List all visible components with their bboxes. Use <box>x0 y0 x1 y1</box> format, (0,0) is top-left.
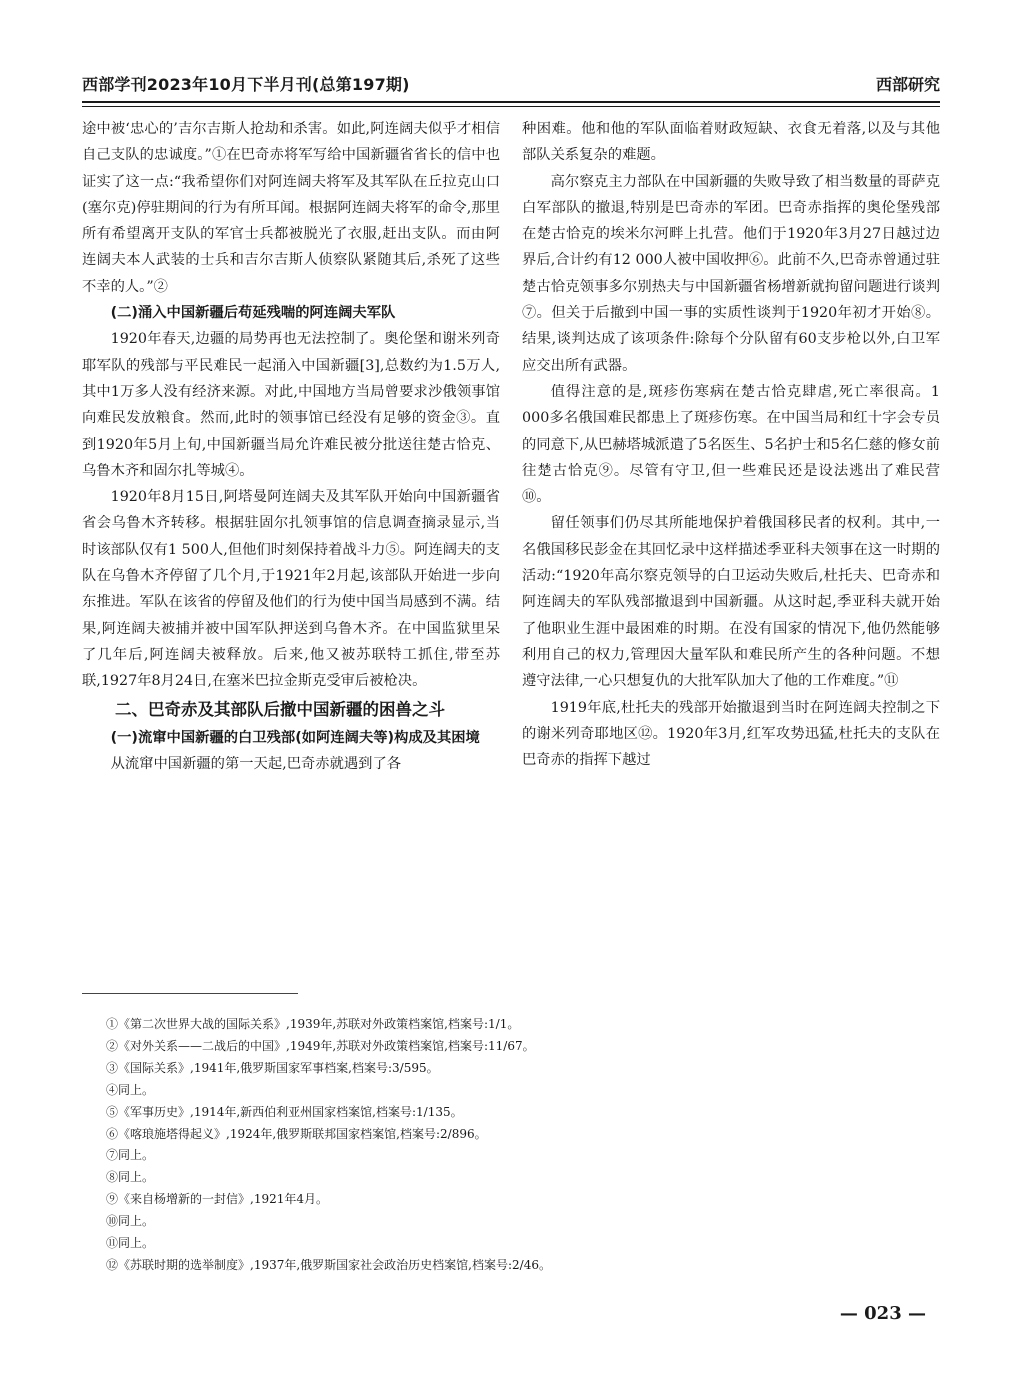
paragraph: 1920年春天,边疆的局势再也无法控制了。奥伦堡和谢米列奇耶军队的残部与平民难民一起涌入中国新疆[3],总数约为1.5万人,其中1万多人没有经济来源。对此,中国地方当局曾要求沙俄领事馆向难民发放粮食。然而,此时的领事馆已经没有足够的资金③。直到1920年5月上旬,中国新疆当局允许难民被分批送往楚古恰克、乌鲁木齐和固尔扎等城④。 <box>82 331 500 479</box>
footnote: ②《对外关系——二战后的中国》,1949年,苏联对外政策档案馆,档案号:11/67。 <box>106 1038 535 1053</box>
footnotes <box>106 1014 926 1277</box>
paragraph: 高尔察克主力部队在中国新疆的失败导致了相当数量的哥萨克白军部队的撤退,特别是巴奇赤的军团。巴奇赤指挥的奥伦堡残部在楚古恰克的埃米尔河畔上扎营。他们于1920年3月27日越过边界后,合计约有12 000人被中国收押⑥。此前不久,巴奇赤曾通过驻楚古恰克领事多尔别热夫与中国新疆省杨增新就拘留问题进行谈判⑦。但关于后撤到中国一事的实质性谈判于1920年初才开始⑧。结果,谈判达成了该项条件:除每个分队留有60支步枪以外,白卫军应交出所有武器。 <box>522 173 940 374</box>
section-heading: 二、巴奇赤及其部队后撤中国新疆的困兽之斗 <box>115 699 445 719</box>
footnote: ⑧同上。 <box>106 1170 155 1185</box>
footnote: ⑤《军事历史》,1914年,新西伯利亚州国家档案馆,档案号:1/135。 <box>106 1104 463 1119</box>
footnote-rule <box>82 993 298 994</box>
running-header <box>82 74 940 98</box>
paragraph: 1919年底,杜托夫的残部开始撤退到当时在阿连阔夫控制之下的谢米列奇耶地区⑫。1920年3月,红军攻势迅猛,杜托夫的支队在巴奇赤的指挥下越过 <box>522 699 940 769</box>
footnote: ④同上。 <box>106 1082 155 1097</box>
footnote: ⑦同上。 <box>106 1148 155 1163</box>
paragraph: 种困难。他和他的军队面临着财政短缺、衣食无着落,以及与其他部队关系复杂的难题。 <box>522 121 940 164</box>
header-rule-thick <box>82 101 940 103</box>
subsection-heading: (二)涌入中国新疆后苟延残喘的阿连阔夫军队 <box>110 305 396 322</box>
header-rule-thin <box>82 106 940 107</box>
left-column <box>82 116 500 777</box>
footnote: ⑥《喀琅施塔得起义》,1924年,俄罗斯联邦国家档案馆,档案号:2/896。 <box>106 1126 487 1141</box>
journal-title: 西部学刊2023年10月下半月刊(总第197期) <box>82 75 410 94</box>
paragraph: 从流窜中国新疆的第一天起,巴奇赤就遇到了各 <box>110 755 402 772</box>
paragraph: 1920年8月15日,阿塔曼阿连阔夫及其军队开始向中国新疆省省会乌鲁木齐转移。根据驻固尔扎领事馆的信息调查摘录显示,当时该部队仅有1 500人,但他们时刻保持着战斗力⑤。阿连阔夫的支队在乌鲁木齐停留了几个月,于1921年2月起,该部队开始进一步向东推进。军队在该省的停留及他们的行为使中国当局感到不满。结果,阿连阔夫被捕并被中国军队押送到乌鲁木齐。在中国监狱里呆了几年后,阿连阔夫被释放。后来,他又被苏联特工抓住,带至苏联,1927年8月24日,在塞米巴拉金斯克受审后被枪决。 <box>82 489 500 690</box>
paragraph: 途中被‘忠心的’吉尔吉斯人抢劫和杀害。如此,阿连阔夫似乎才相信自己支队的忠诚度。”①在巴奇赤将军写给中国新疆省省长的信中也证实了这一点:“我希望你们对阿连阔夫将军及其军队在丘拉克山口(塞尔克)停驻期间的行为有所耳闻。根据阿连阔夫将军的命令,那里所有希望离开支队的军官士兵都被脱光了衣服,赶出支队。而由阿连阔夫本人武装的士兵和吉尔吉斯人侦察队紧随其后,杀死了这些不幸的人。”② <box>82 121 500 295</box>
footnote: ⑪同上。 <box>106 1236 155 1251</box>
footnote: ⑫《苏联时期的选举制度》,1937年,俄罗斯国家社会政治历史档案馆,档案号:2/46。 <box>106 1257 551 1272</box>
footnote: ⑩同上。 <box>106 1214 155 1229</box>
footnote: ⑨《来自杨增新的一封信》,1921年4月。 <box>106 1192 328 1207</box>
paragraph: 留任领事们仍尽其所能地保护着俄国移民者的权利。其中,一名俄国移民彭金在其回忆录中这样描述季亚科夫领事在这一时期的活动:“1920年高尔察克领导的白卫运动失败后,杜托夫、巴奇赤和阿连阔夫的军队残部撤退到中国新疆。从这时起,季亚科夫就开始了他职业生涯中最困难的时期。在没有国家的情况下,他仍然能够利用自己的权力,管理因大量军队和难民所产生的各种问题。不想遵守法律,一心只想复仇的大批军队加大了他的工作难度。”⑪ <box>522 515 940 690</box>
paragraph: 值得注意的是,斑疹伤寒病在楚古恰克肆虐,死亡率很高。1 000多名俄国难民都患上了斑疹伤寒。在中国当局和红十字会专员的同意下,从巴赫塔城派遣了5名医生、5名护士和5名仁慈的修女前往楚古恰克⑨。尽管有守卫,但一些难民还是设法逃出了难民营⑩。 <box>522 383 940 506</box>
page-number: — 023 — <box>839 1303 926 1324</box>
footnote: ③《国际关系》,1941年,俄罗斯国家军事档案,档案号:3/595。 <box>106 1060 439 1075</box>
subsection-heading: (一)流窜中国新疆的白卫残部(如阿连阔夫等)构成及其困境 <box>110 729 480 746</box>
right-column <box>522 116 940 773</box>
section-title: 西部研究 <box>875 75 940 94</box>
footnote: ①《第二次世界大战的国际关系》,1939年,苏联对外政策档案馆,档案号:1/1。 <box>106 1017 520 1031</box>
